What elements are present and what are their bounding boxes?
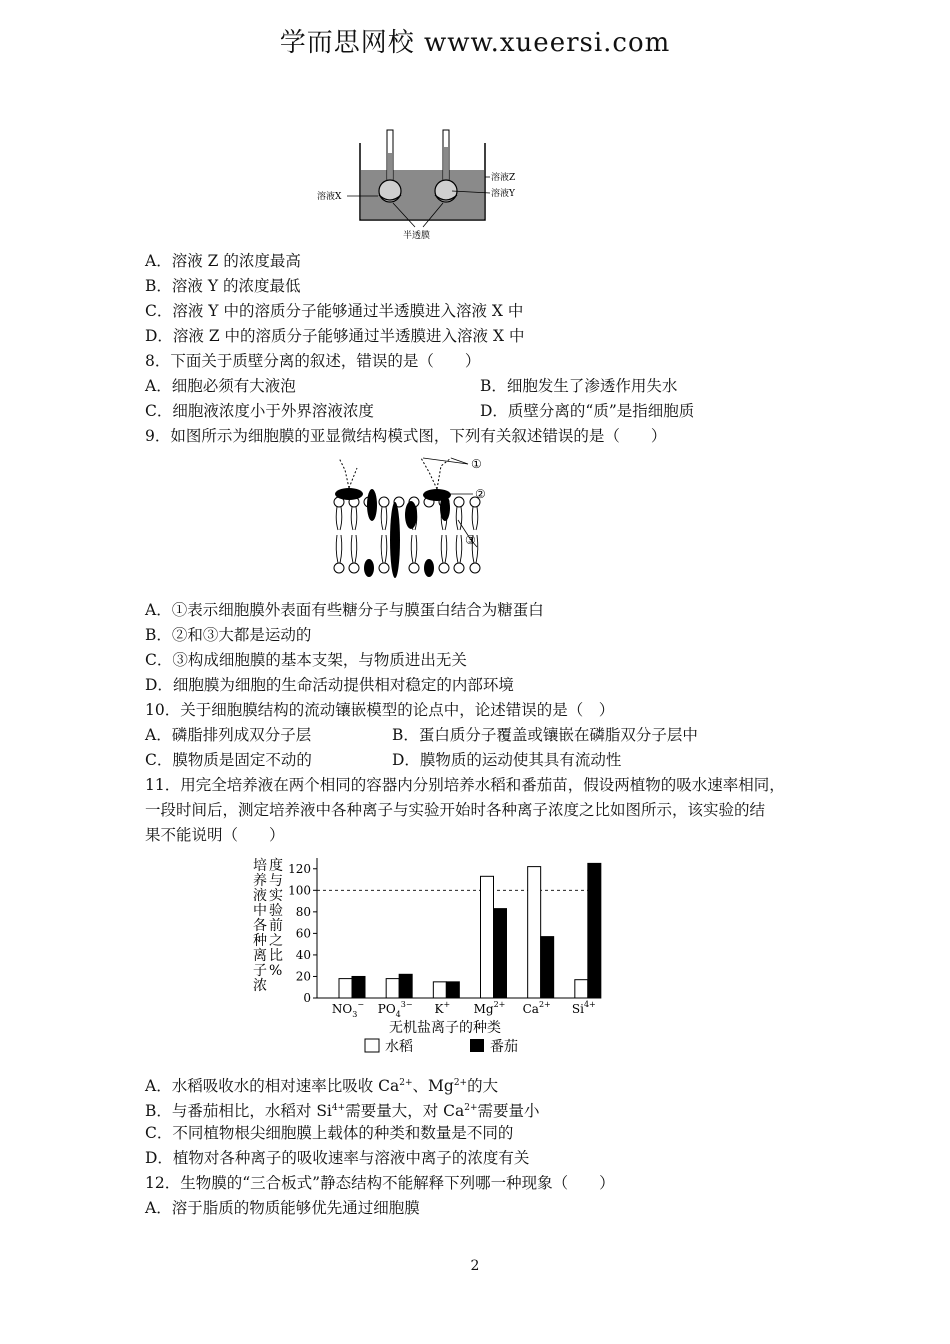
bar-tomato-3 — [494, 909, 507, 998]
q8-option-d: D．质壁分离的“质”是指细胞质 — [480, 402, 695, 420]
y-label-char: 中 — [253, 903, 267, 919]
q11-option-d: D．植物对各种离子的吸收速率与溶液中离子的浓度有关 — [145, 1149, 530, 1167]
label-membrane: 半透膜 — [403, 231, 431, 241]
q7-option-b: B．溶液 Y 的浓度最低 — [145, 277, 301, 295]
y-label-char: % — [269, 963, 283, 979]
y-label-char: 实 — [269, 888, 283, 904]
x-tick-label: $Mg^{2+}$ — [473, 1000, 506, 1016]
x-tick-label: $PO_4^{3-}$ — [377, 1000, 413, 1019]
y-label-char: 验 — [269, 903, 283, 919]
q7-option-a: A．溶液 Z 的浓度最高 — [145, 252, 301, 270]
cell-membrane-figure — [325, 450, 500, 590]
y-label-char: 浓 — [253, 978, 267, 994]
y-label-char: 与 — [269, 873, 283, 889]
label-2: ② — [475, 487, 486, 501]
bar-tomato-2 — [446, 982, 459, 998]
q9-stem: 9．如图所示为细胞膜的亚显微结构模式图，下列有关叙述错误的是（ ） — [145, 427, 667, 445]
x-tick-label: $NO_3^-$ — [331, 1000, 365, 1019]
q11-stem-line-1: 11．用完全培养液在两个相同的容器内分别培养水稻和番茄苗，假设两植物的吸水速率相同， — [145, 776, 785, 794]
y-label-char: 度 — [269, 858, 283, 874]
y-label-char: 养 — [253, 873, 267, 889]
q10-option-d: D．膜物质的运动使其具有流动性 — [392, 751, 622, 769]
bar-tomato-4 — [541, 937, 554, 998]
q11-stem-line-2: 一段时间后，测定培养液中各种离子与实验开始时各种离子浓度之比如图所示，该实验的结 — [145, 801, 766, 819]
y-tick-label: 20 — [295, 969, 311, 984]
x-tick-label: $Ca^{2+}$ — [522, 1000, 551, 1016]
bar-tomato-0 — [352, 976, 365, 998]
label-solution-y: 溶液Y — [491, 189, 515, 199]
osmosis-apparatus-figure — [315, 125, 545, 245]
q9-option-a: A．①表示细胞膜外表面有些糖分子与膜蛋白结合为糖蛋白 — [145, 601, 544, 619]
bar-rice-0 — [339, 979, 352, 998]
x-tick-label: $Si^{4+}$ — [571, 1000, 596, 1016]
label-solution-x: 溶液X — [317, 192, 342, 202]
bar-rice-4 — [528, 867, 541, 998]
q11-stem-line-3: 果不能说明（ ） — [145, 826, 285, 844]
legend-swatch-rice — [365, 1039, 379, 1052]
q10-stem: 10．关于细胞膜结构的流动镶嵌模型的论点中，论述错误的是（ ） — [145, 701, 615, 719]
q11-option-a: A．水稻吸收水的相对速率比吸收 $Ca^{2+}$、$Mg^{2+}$的大 — [145, 1077, 499, 1096]
label-1: ① — [471, 457, 482, 471]
q7-option-d: D．溶液 Z 中的溶质分子能够通过半透膜进入溶液 X 中 — [145, 327, 525, 345]
y-tick-label: 60 — [295, 926, 311, 941]
x-tick-label: K+ — [434, 1000, 451, 1016]
y-tick-label: 100 — [288, 883, 311, 898]
label-3: ③ — [465, 533, 476, 547]
y-label-char: 比 — [269, 948, 283, 964]
y-label-char: 子 — [253, 963, 267, 979]
q10-option-b: B．蛋白质分子覆盖或镶嵌在磷脂双分子层中 — [392, 726, 698, 744]
q12-option-a: A．溶于脂质的物质能够优先通过细胞膜 — [145, 1199, 420, 1217]
bar-tomato-1 — [399, 974, 412, 998]
bar-tomato-5 — [588, 863, 601, 998]
bar-rice-3 — [481, 876, 494, 998]
q12-stem: 12．生物膜的“三合板式”静态结构不能解释下列哪一种现象（ ） — [145, 1174, 615, 1192]
q11-option-c: C．不同植物根尖细胞膜上载体的种类和数量是不同的 — [145, 1124, 514, 1142]
y-tick-label: 120 — [288, 861, 311, 876]
y-axis-label — [253, 857, 283, 994]
page-header: 学而思网校 www.xueersi.com — [279, 28, 671, 58]
label-solution-z: 溶液Z — [491, 173, 516, 183]
y-label-char: 前 — [269, 918, 283, 934]
legend-swatch-tomato — [470, 1039, 484, 1052]
ion-ratio-bar-chart — [245, 850, 615, 1065]
legend-rice: 水稻 — [385, 1039, 413, 1055]
y-tick-label: 0 — [303, 991, 311, 1005]
q11-option-b: B．与番茄相比，水稻对 $Si^{4+}$需要量大，对 $Ca^{2+}$需要量小 — [145, 1102, 540, 1121]
bar-rice-1 — [386, 979, 399, 998]
x-axis-label: 无机盐离子的种类 — [389, 1020, 501, 1036]
y-tick-label: 80 — [295, 904, 311, 919]
q7-option-c: C．溶液 Y 中的溶质分子能够通过半透膜进入溶液 X 中 — [145, 302, 524, 320]
y-label-char: 各 — [253, 918, 267, 934]
q9-option-b: B．②和③大都是运动的 — [145, 626, 312, 644]
bar-rice-5 — [575, 980, 588, 998]
q8-option-a: A．细胞必须有大液泡 — [145, 377, 296, 395]
y-label-char: 种 — [253, 933, 267, 949]
y-label-char: 培 — [253, 858, 267, 874]
y-label-char: 离 — [253, 948, 267, 964]
q8-option-b: B．细胞发生了渗透作用失水 — [480, 377, 678, 395]
q10-option-a: A．磷脂排列成双分子层 — [145, 726, 312, 744]
y-label-char: 之 — [269, 933, 283, 949]
legend-tomato: 番茄 — [490, 1039, 518, 1055]
q9-option-c: C．③构成细胞膜的基本支架，与物质进出无关 — [145, 651, 467, 669]
bar-rice-2 — [433, 982, 446, 998]
y-tick-label: 40 — [295, 947, 311, 962]
y-label-char: 液 — [253, 888, 267, 904]
q10-option-c: C．膜物质是固定不动的 — [145, 751, 312, 769]
q9-option-d: D．细胞膜为细胞的生命活动提供相对稳定的内部环境 — [145, 676, 514, 694]
q8-stem: 8．下面关于质壁分离的叙述，错误的是（ ） — [145, 352, 481, 370]
page-number: 2 — [470, 1258, 480, 1274]
q8-option-c: C．细胞液浓度小于外界溶液浓度 — [145, 402, 374, 420]
